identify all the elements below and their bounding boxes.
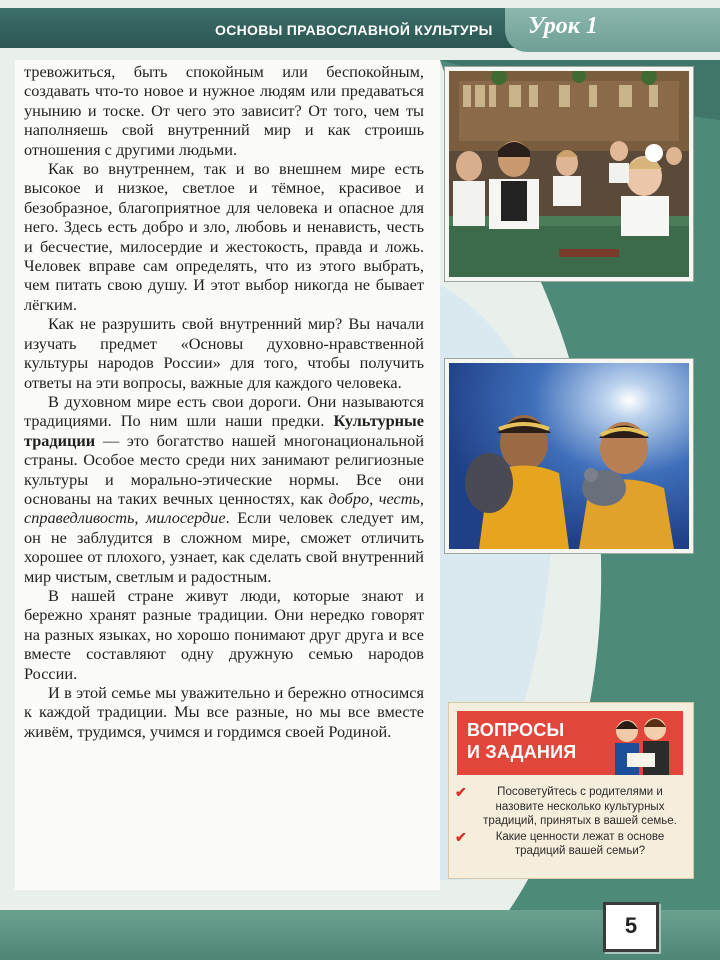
paragraph-3: Как не разрушить свой внутренний мир? Вы начали изучать предмет «Основы духовно-нравственной культуры народов России» для того, чтобы получить ответы на эти вопросы, важные для каждого человека. [24, 314, 424, 392]
questions-list [455, 785, 687, 860]
check-mark-icon: ✔ [455, 784, 467, 800]
check-mark-icon: ✔ [455, 828, 467, 845]
subject-title: ОСНОВЫ ПРАВОСЛАВНОЙ КУЛЬТУРЫ [215, 22, 493, 38]
questions-header [457, 711, 683, 775]
classroom-photo [445, 67, 693, 281]
children-with-doves-photo [445, 359, 693, 553]
page-header [0, 0, 720, 58]
paragraph-4-middle: — это богатство нашей многонациональной страны. Особое место среди них занимают религиозные культуры и морально-этические нормы. Все они основаны на таких вечных ценностях, как [24, 430, 424, 508]
lesson-body-text [24, 62, 424, 741]
values-list: добро, честь, справедливость, милосердие [24, 488, 424, 528]
term-cultural-traditions: Культурные традиции [24, 411, 424, 450]
lesson-label: Урок 1 [528, 13, 598, 39]
questions-title-line-2: И ЗАДАНИЯ [467, 742, 577, 762]
question-text: Посоветуйтесь с родителями и назовите несколько культурных традиций, принятых в вашей семье. [483, 786, 677, 827]
questions-title-line-1: ВОПРОСЫ [467, 720, 565, 740]
reading-children-illustration [597, 711, 683, 775]
paragraph-6: И в этой семье мы уважительно и бережно относимся к каждой традиции. Мы все разные, но мы все вместе живём, трудимся, учимся и гордимся своей Родиной. [24, 683, 424, 741]
question-item [455, 830, 687, 859]
paragraph-4-end: . Если человек следует им, он не заблудится в сложном мире, сможет отличить хорошее от плохого, узнает, как сделать свой внутренний мир чистым, светлым и радостным. [24, 508, 424, 586]
questions-title [467, 719, 576, 763]
paragraph-4-start: В духовном мире есть свои дороги. Они называются традициями. По ним шли наши предки. [24, 391, 424, 431]
questions-box [448, 702, 694, 879]
page-number: 5 [624, 913, 638, 938]
question-item [455, 785, 687, 829]
paragraph-5: В нашей стране живут люди, которые знают и бережно хранят разные традиции. Они нередко говорят на разных языках, но хорошо понимают друг друга и все вместе составляют одну дружную семью народов России. [24, 585, 424, 683]
paragraph-2: Как во внутреннем, так и во внешнем мире есть высокое и низкое, светлое и тёмное, красивое и безобразное, благоприятное для человека и опасное для него. Здесь есть добро и зло, любовь и ненависть, честь и бесчестие, милосердие и жестокость, правда и ложь. Человек вправе сам определять, что из этого выбрать, чем питать свою душу. И этот выбор никогда не бывает лёгким. [24, 159, 424, 314]
page-number-box [603, 902, 659, 952]
paragraph-1: тревожиться, быть спокойным или беспокойным, создавать что-то новое и нужное людям или предаваться унынию и тоске. От чего это зависит? От того, чем ты наполняешь свой внутренний мир и как строишь отношения с другими людьми. [24, 62, 424, 159]
paragraph-4 [24, 392, 424, 586]
question-text: Какие ценности лежат в основе традиций вашей семьи? [495, 830, 665, 857]
